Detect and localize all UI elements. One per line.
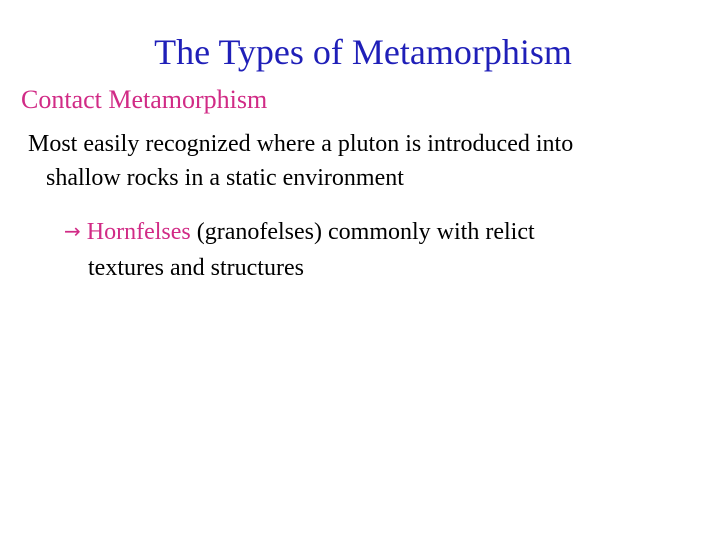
right-arrow-icon: → [64,219,81,243]
bullet-line-1: Most easily recognized where a pluton is introduced into [28,131,574,157]
bullet-paragraph [28,127,708,195]
sub-bullet-line-2: textures and structures [88,255,304,281]
section-heading: Contact Metamorphism [21,85,268,114]
bullet-line-2: shallow rocks in a static environment [46,165,404,191]
slide-title: The Types of Metamorphism [154,32,572,72]
sub-bullet-paragraph [64,213,704,286]
sub-bullet-term: Hornfelses [86,219,191,245]
sub-bullet-line-1-rest: (granofelses) commonly with relict [190,219,535,245]
